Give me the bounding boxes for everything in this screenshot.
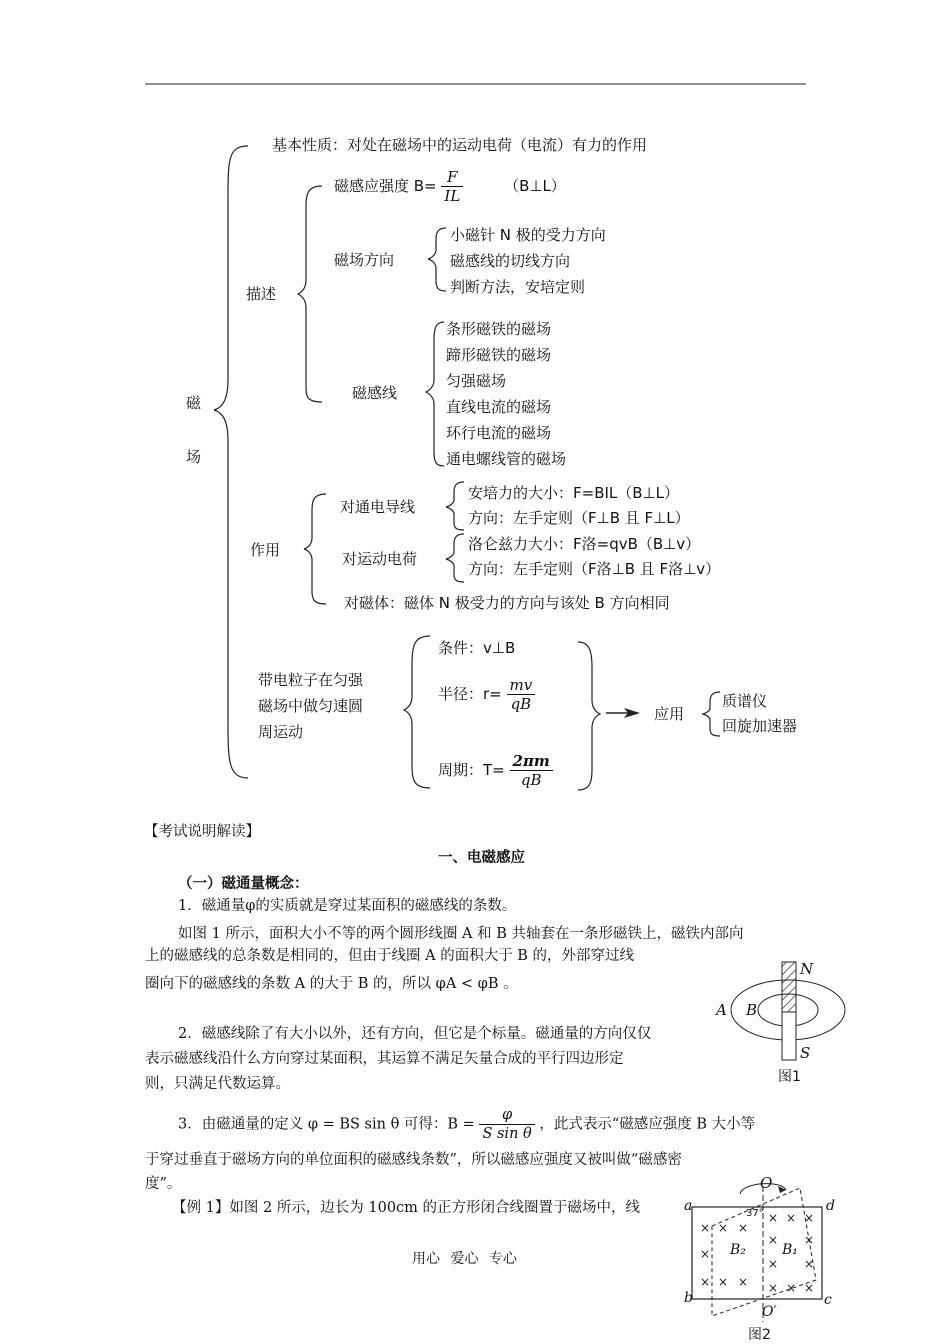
- lines-item: 蹄形磁铁的磁场: [446, 346, 552, 364]
- paragraph-1: 1．磁通量φ的实质就是穿过某面积的磁感线的条数。: [178, 898, 517, 914]
- direction-label: 磁场方向: [334, 251, 395, 269]
- formula-suffix: ，此式表示“磁感应强度 B 大小等: [539, 1116, 756, 1133]
- lines-item: 通电螺线管的磁场: [446, 450, 567, 468]
- radius-denominator: qB: [510, 695, 532, 713]
- period-prefix: 周期：T=: [438, 761, 505, 779]
- particle-condition: 条件：v⊥B: [438, 639, 516, 657]
- basic-property: 基本性质：对处在磁场中的运动电荷（电流）有力的作用: [272, 136, 648, 154]
- page-footer: 用心 爱心 专心: [412, 1251, 517, 1267]
- direction-item: 磁感线的切线方向: [450, 252, 571, 270]
- example-1: 【例 1】如图 2 所示，边长为 100cm 的正方形闭合线圈置于磁场中，线: [172, 1200, 641, 1216]
- paragraph-2-line: 上的磁感线的总条数是相同的，但由于线圈 A 的面积大于 B 的，外部穿过线: [145, 948, 635, 964]
- fig2-field-b2: B₂: [730, 1242, 746, 1258]
- particle-label-line: 周运动: [258, 723, 304, 741]
- period-numerator: 2πm: [510, 752, 553, 771]
- fig2-caption: 图2: [748, 1327, 771, 1343]
- lines-item: 环行电流的磁场: [446, 424, 552, 442]
- apply-item: 质谱仪: [722, 692, 768, 710]
- svg-text:×: ×: [804, 1233, 815, 1247]
- fig2-corner-b: b: [684, 1290, 693, 1306]
- apply-label: 应用: [654, 705, 685, 723]
- formula-prefix: 3．由磁通量的定义 φ = BS sin θ 可得：B =: [178, 1116, 475, 1133]
- svg-text:×: ×: [804, 1281, 815, 1295]
- particle-label-line: 磁场中做匀速圆: [258, 697, 364, 715]
- rotation-arrow-head: [778, 1186, 786, 1193]
- svg-text:×: ×: [700, 1247, 711, 1261]
- fig2-corner-a: a: [684, 1198, 693, 1214]
- fig1-caption: 图1: [778, 1069, 801, 1085]
- current-item: 方向：左手定则（F⊥B 且 F⊥L）: [468, 509, 690, 527]
- intensity-condition: （B⊥L）: [504, 177, 566, 195]
- charge-item: 洛仑兹力大小：F洛=qvB（B⊥v）: [468, 535, 701, 553]
- lines-item: 条形磁铁的磁场: [446, 320, 552, 338]
- radius-numerator: mv: [507, 676, 536, 695]
- paragraph-4-line: 于穿过垂直于磁场方向的单位面积的磁感线条数”，所以磁感应强度又被叫做“磁感密: [145, 1152, 682, 1168]
- charge-label: 对运动电荷: [342, 550, 418, 568]
- formula-numerator: φ: [479, 1106, 534, 1125]
- charge-item: 方向：左手定则（F洛⊥B 且 F洛⊥v）: [468, 560, 721, 578]
- fig2-field-b1: B₁: [782, 1242, 798, 1258]
- describe-label: 描述: [246, 285, 277, 303]
- svg-text:×: ×: [768, 1211, 779, 1225]
- action-label: 作用: [250, 541, 281, 559]
- paragraph-3-line: 则，只满足代数运算。: [145, 1076, 290, 1092]
- apply-item: 回旋加速器: [722, 717, 798, 735]
- svg-text:×: ×: [700, 1275, 711, 1289]
- lines-item: 匀强磁场: [446, 372, 507, 390]
- intensity-denominator: IL: [444, 187, 461, 205]
- fig1-label-b: B: [746, 1001, 758, 1019]
- radius-prefix: 半径：r=: [438, 685, 502, 703]
- svg-text:×: ×: [804, 1257, 815, 1271]
- subsection-title: （一）磁通量概念：: [178, 875, 309, 892]
- exam-heading: 【考试说明解读】: [144, 824, 260, 840]
- particle-label-line: 带电粒子在匀强: [258, 671, 364, 689]
- fig2-angle: 37°: [746, 1208, 764, 1219]
- paragraph-3-line: 表示磁感线沿什么方向穿过某面积，其运算不满足矢量合成的平行四边形定: [145, 1051, 624, 1067]
- svg-text:×: ×: [768, 1257, 779, 1271]
- intensity-numerator: F: [441, 168, 463, 187]
- paragraph-2-line: 圈向下的磁感线的条数 A 的大于 B 的，所以 φA < φB 。: [145, 976, 518, 992]
- svg-text:×: ×: [718, 1275, 729, 1289]
- svg-text:×: ×: [786, 1281, 797, 1295]
- fig1-label-s: S: [800, 1044, 811, 1062]
- direction-item: 小磁针 N 极的受力方向: [450, 226, 606, 244]
- current-label: 对通电导线: [340, 498, 416, 516]
- fig1-label-n: N: [800, 960, 814, 978]
- formula-denominator: S sin θ: [482, 1126, 532, 1142]
- period-denominator: qB: [520, 771, 542, 789]
- svg-text:×: ×: [768, 1233, 779, 1247]
- fig1-label-a: A: [716, 1001, 727, 1019]
- fig2-corner-d: d: [826, 1198, 835, 1214]
- lines-label: 磁感线: [352, 384, 398, 402]
- svg-text:×: ×: [768, 1281, 779, 1295]
- root-label-text: 磁场: [186, 394, 202, 466]
- current-item: 安培力的大小：F=BIL（B⊥L）: [468, 484, 679, 502]
- paragraph-4-line: 度”。: [145, 1176, 182, 1192]
- svg-text:×: ×: [786, 1211, 797, 1225]
- magnet-item: 对磁体：磁体 N 极受力的方向与该处 B 方向相同: [344, 594, 670, 612]
- intensity-prefix: 磁感应强度 B=: [334, 177, 437, 195]
- section-title: 一、电磁感应: [438, 849, 525, 866]
- svg-text:×: ×: [804, 1211, 815, 1225]
- fig2-axis-top: O: [760, 1174, 773, 1192]
- svg-text:×: ×: [718, 1221, 729, 1235]
- svg-text:×: ×: [700, 1221, 711, 1235]
- fig2-axis-bottom: O′: [762, 1304, 777, 1320]
- paragraph-2-line: 如图 1 所示，面积大小不等的两个圆形线圈 A 和 B 共轴套在一条形磁铁上，磁铁内部向: [178, 926, 744, 942]
- svg-text:×: ×: [738, 1275, 749, 1289]
- paragraph-3-line: 2．磁感线除了有大小以外，还有方向，但它是个标量。磁通量的方向仅仅: [178, 1026, 652, 1042]
- fig2-corner-c: c: [824, 1292, 832, 1308]
- svg-text:×: ×: [738, 1221, 749, 1235]
- lines-item: 直线电流的磁场: [446, 398, 552, 416]
- direction-item: 判断方法，安培定则: [450, 278, 586, 296]
